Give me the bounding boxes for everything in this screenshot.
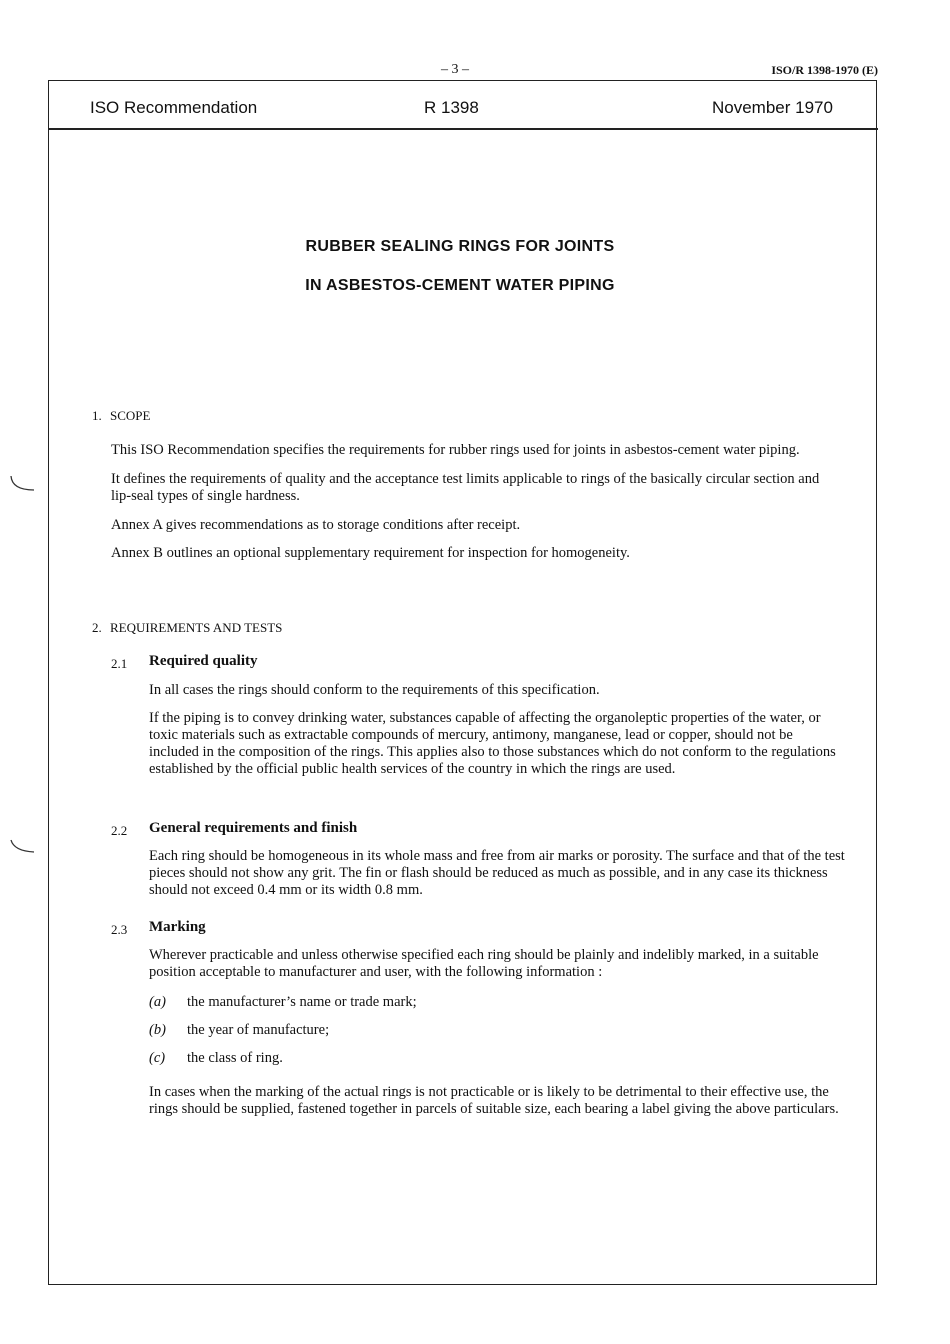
subsection-2-2-number: 2.2 (111, 823, 128, 838)
header-document-type: ISO Recommendation (90, 98, 258, 117)
marking-item-b-label: (b) (149, 1022, 166, 1038)
marking-paragraph-1: Wherever practicable and unless otherwise specified each ring should be plainly and indelibly marked, in a suitable position acceptable to manufacturer and user, with the following information : (149, 947, 819, 980)
scope-paragraph-2: It defines the requirements of quality and the acceptance test limits applicable to rings of the basically circular section and lip-seal types of single hardness. (111, 471, 820, 504)
finish-paragraph-1: Each ring should be homogeneous in its whole mass and free from air marks or porosity. The surface and that of the test pieces should not show any grit. The fin or flash should be reduced as much as possible, and in any case its thickness should not exceed 0.4 mm or its width 0.8 mm. (149, 848, 845, 898)
marking-item-c-label: (c) (149, 1050, 166, 1066)
subsection-2-3-title: Marking (149, 919, 206, 935)
header-date: November 1970 (712, 98, 833, 117)
scope-paragraph-3: Annex A gives recommendations as to storage conditions after receipt. (111, 517, 521, 533)
marking-paragraph-2: In cases when the marking of the actual rings is not practicable or is likely to be detrimental to their effective use, the rings should be supplied, fastened together in parcels of suitable size, each bearing a label giving the above particulars. (149, 1084, 839, 1117)
header-rule (48, 128, 878, 130)
subsection-2-1-number: 2.1 (111, 656, 128, 671)
scope-paragraph-1: This ISO Recommendation specifies the requirements for rubber rings used for joints in asbestos-cement water piping. (111, 442, 800, 458)
section-2-number: 2. (92, 620, 102, 635)
section-1-title: SCOPE (110, 408, 151, 423)
section-2-title: REQUIREMENTS AND TESTS (110, 620, 283, 635)
subsection-2-2-title: General requirements and finish (149, 820, 358, 836)
margin-mark-2 (8, 838, 36, 858)
document-code: ISO/R 1398-1970 (E) (771, 63, 878, 77)
title-line-1: RUBBER SEALING RINGS FOR JOINTS (305, 238, 615, 255)
title-line-2: IN ASBESTOS-CEMENT WATER PIPING (305, 277, 615, 294)
page-number: – 3 – (441, 62, 469, 77)
section-1-heading (92, 408, 150, 424)
header-recommendation-number: R 1398 (424, 98, 479, 117)
subsection-2-3-number: 2.3 (111, 922, 128, 937)
margin-mark-1 (8, 474, 36, 496)
section-2-heading (92, 620, 282, 636)
marking-item-b-text: the year of manufacture; (187, 1022, 330, 1038)
marking-item-a-label: (a) (149, 994, 166, 1010)
section-1-number: 1. (92, 408, 102, 423)
marking-item-a-text: the manufacturer’s name or trade mark; (187, 994, 417, 1010)
scope-paragraph-4: Annex B outlines an optional supplementary requirement for inspection for homogeneity. (111, 545, 630, 561)
subsection-2-1-title: Required quality (149, 653, 258, 669)
quality-paragraph-2: If the piping is to convey drinking water, substances capable of affecting the organoleptic properties of the water, or toxic materials such as extractable compounds of mercury, antimony, manganese, lead or copper, should not be included in the composition of the rings. This applies also to those substances which do not conform to the regulations established by the official public health services of the country in which the rings are used. (149, 710, 836, 777)
marking-item-c-text: the class of ring. (187, 1050, 283, 1066)
quality-paragraph-1: In all cases the rings should conform to the requirements of this specification. (149, 682, 600, 698)
